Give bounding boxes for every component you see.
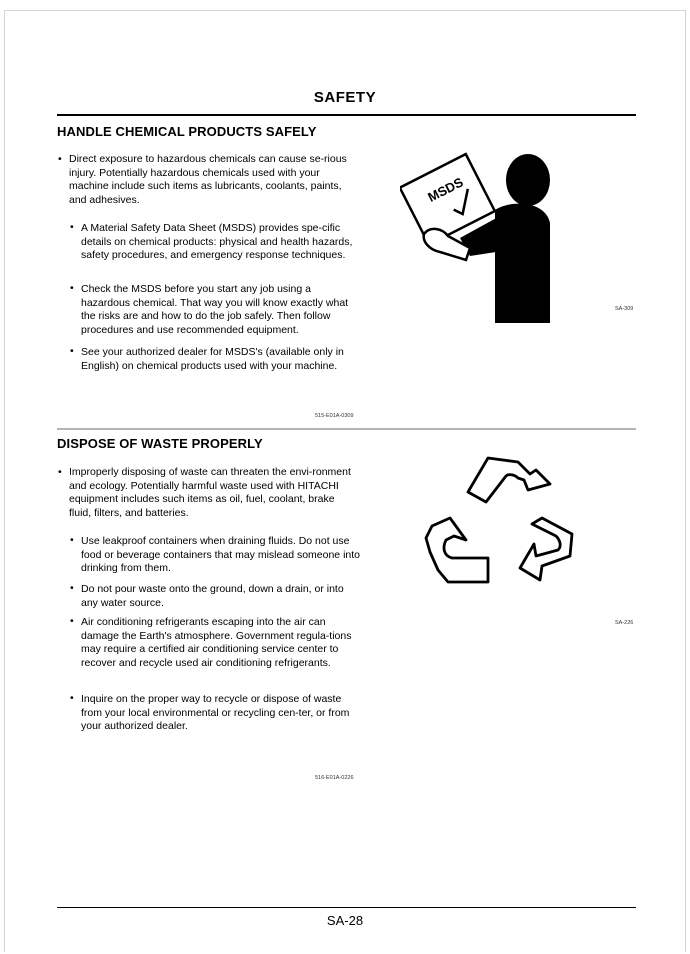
bullet-intro-chemicals	[58, 153, 358, 207]
sub-bullet-dot: •	[70, 345, 74, 357]
list-item-text: Check the MSDS before you start any job using a hazardous chemical. That way you will know exactly what the risks are and how to do the job safely. Then follow procedures and use recommended equipment.	[81, 283, 349, 336]
list-item	[70, 222, 360, 263]
person-holding-msds-sheet-illustration	[400, 148, 560, 323]
head-shape	[506, 154, 550, 206]
page-title: SAFETY	[313, 89, 377, 106]
list-item-text: Inquire on the proper way to recycle or dispose of waste from your local environmental or recycling cen-ter, or from your authorized dealer.	[81, 693, 350, 733]
hand-shape	[424, 229, 470, 260]
sub-bullet-dot: •	[70, 582, 74, 594]
bullet-text: Improperly disposing of waste can threaten the envi-ronment and ecology. Potentially harmful waste used with HITACHI equipment includes such items as oil, fuel, coolant, brake fluid, filters, and batteries.	[69, 466, 351, 519]
msds-sheet-label: MSDS	[425, 174, 466, 205]
recycle-arrow-top-icon	[468, 458, 550, 502]
list-item-text: A Material Safety Data Sheet (MSDS) provides spe-cific details on chemical products: physical and health hazards, safety procedures, and emergency response techniques.	[81, 222, 353, 262]
recycle-arrow-right-icon	[520, 518, 572, 580]
section-heading-chemicals: HANDLE CHEMICAL PRODUCTS SAFELY	[57, 124, 317, 139]
footer-rule	[57, 907, 636, 908]
bullet-text: Direct exposure to hazardous chemicals can cause se-rious injury. Potentially hazardous chemicals used with your machine include such items as lubricants, coolants, paints, and adhesives.	[69, 153, 347, 206]
list-item	[70, 535, 360, 576]
bullet-intro-waste	[58, 466, 358, 520]
sub-bullet-dot: •	[70, 692, 74, 704]
list-item	[70, 346, 360, 373]
sub-bullet-dot: •	[70, 615, 74, 627]
sub-bullet-dot: •	[70, 221, 74, 233]
section-heading-waste: DISPOSE OF WASTE PROPERLY	[57, 436, 263, 451]
page-number: SA-28	[326, 913, 364, 928]
figure-code: SA-309	[615, 306, 634, 312]
list-item	[70, 583, 360, 610]
list-item-text: Air conditioning refrigerants escaping into the air can damage the Earth's atmosphere. Government regula-tions may require a certified air conditioning service center to recover and recycle used air conditioning refrigerants.	[81, 616, 352, 669]
list-item-text: See your authorized dealer for MSDS's (available only in English) on chemical products used with your machine.	[81, 346, 344, 372]
recycle-arrow-left-icon	[426, 518, 488, 582]
figure-code: SA-226	[615, 620, 634, 626]
recycle-arrows-illustration	[422, 452, 582, 607]
list-item	[70, 693, 360, 734]
list-item	[70, 283, 360, 337]
sub-bullet-dot: •	[70, 282, 74, 294]
section-divider	[57, 428, 636, 430]
list-item	[70, 616, 360, 670]
sub-bullet-dot: •	[70, 534, 74, 546]
list-item-text: Use leakproof containers when draining fluids. Do not use food or beverage containers that may mislead someone into drinking from them.	[81, 535, 360, 575]
doc-code: 516-E01A-0226	[315, 775, 354, 781]
list-item-text: Do not pour waste onto the ground, down a drain, or into any water source.	[81, 583, 344, 609]
doc-code: 515-E01A-0309	[315, 413, 354, 419]
bullet-dot: •	[58, 153, 62, 165]
bullet-dot: •	[58, 466, 62, 478]
title-rule	[57, 114, 636, 116]
